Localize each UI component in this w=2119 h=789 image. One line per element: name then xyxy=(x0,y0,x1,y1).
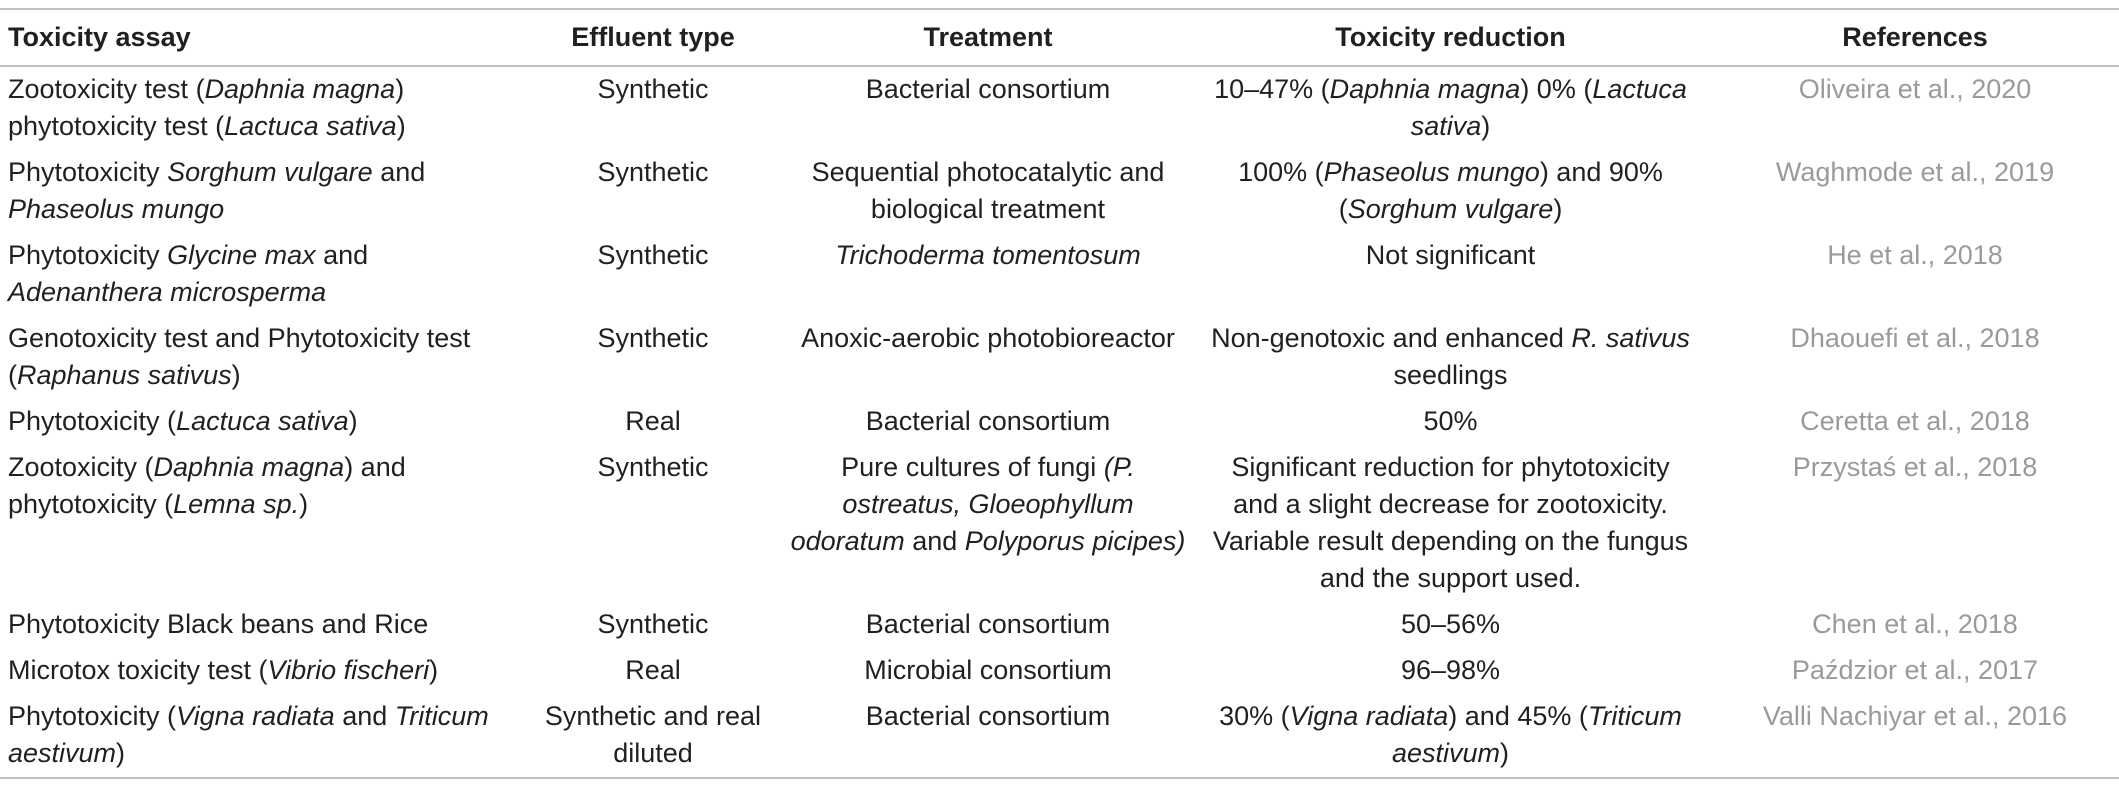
text: ) xyxy=(1481,111,1491,141)
italic-text: Daphnia magna xyxy=(204,74,396,104)
cell-treatment xyxy=(778,648,1198,694)
text: 30% ( xyxy=(1219,701,1290,731)
italic-text: Sorghum vulgare xyxy=(167,157,373,187)
table-row xyxy=(0,66,2119,150)
cell-treatment xyxy=(778,66,1198,150)
text: Synthetic xyxy=(597,452,709,482)
cell-reference: He et al., 2018 xyxy=(1827,240,2003,270)
cell-treatment xyxy=(778,694,1198,778)
header-references: References xyxy=(1842,22,1988,52)
text: Synthetic xyxy=(597,609,709,639)
text: Bacterial consortium xyxy=(865,609,1111,639)
table-row xyxy=(0,316,2119,399)
table-body xyxy=(0,66,2119,778)
cell-effluent-type xyxy=(528,233,778,316)
text: ) and 90% ( xyxy=(1338,157,1663,224)
italic-text: (P. ostreatus, Gloeophyllum odoratum xyxy=(790,452,1135,556)
cell-toxicity-reduction xyxy=(1198,399,1703,445)
italic-text: Triticum aestivum xyxy=(8,701,489,768)
italic-text: Glycine max xyxy=(167,240,316,270)
cell-reference: Valli Nachiyar et al., 2016 xyxy=(1762,701,2068,731)
cell-toxicity-reduction xyxy=(1198,233,1703,316)
text: ) xyxy=(348,406,358,436)
text: 50% xyxy=(1423,406,1478,436)
italic-text: Vigna radiata xyxy=(1289,701,1449,731)
text: Phytotoxicity Black beans and Rice xyxy=(8,609,429,639)
italic-text: Raphanus sativus xyxy=(17,360,232,390)
text: Bacterial consortium xyxy=(865,406,1111,436)
text: and xyxy=(904,526,965,556)
cell-effluent-type xyxy=(528,602,778,648)
text: ) 0% ( xyxy=(1520,74,1593,104)
cell-effluent-type xyxy=(528,316,778,399)
table-header xyxy=(0,9,2119,66)
italic-text: Vigna radiata xyxy=(176,701,335,731)
cell-toxicity-assay xyxy=(0,694,528,778)
text: ) and 45% ( xyxy=(1448,701,1588,731)
italic-text: Trichoderma tomentosum xyxy=(835,240,1141,270)
text: and xyxy=(315,240,369,270)
text: Significant reduction for phytotoxicity and a slight decrease for zootoxicity. Variable result depending on the fungus and the support used. xyxy=(1212,452,1689,593)
text: ) xyxy=(429,655,439,685)
italic-text: Daphnia magna xyxy=(1329,74,1521,104)
italic-text: Adenanthera microsperma xyxy=(8,277,327,307)
text: Zootoxicity test ( xyxy=(8,74,205,104)
table-row xyxy=(0,150,2119,233)
cell-toxicity-reduction xyxy=(1198,66,1703,150)
text: ) and phytotoxicity ( xyxy=(8,452,406,519)
italic-text: Vibrio fischeri xyxy=(267,655,430,685)
text: and xyxy=(372,157,426,187)
cell-effluent-type xyxy=(528,445,778,602)
table-row xyxy=(0,648,2119,694)
italic-text: Lactuca sativa xyxy=(224,111,397,141)
text: Phytotoxicity xyxy=(8,240,168,270)
cell-toxicity-assay xyxy=(0,233,528,316)
cell-reference: Chen et al., 2018 xyxy=(1812,609,2018,639)
cell-toxicity-reduction xyxy=(1198,648,1703,694)
table-row xyxy=(0,602,2119,648)
header-toxicity-assay: Toxicity assay xyxy=(8,22,191,52)
italic-text: Phaseolus mungo xyxy=(8,194,225,224)
italic-text: Triticum aestivum xyxy=(1391,701,1682,768)
text: Microbial consortium xyxy=(864,655,1112,685)
cell-reference: Dhaouefi et al., 2018 xyxy=(1790,323,2040,353)
text: seedlings xyxy=(1393,360,1508,390)
cell-treatment xyxy=(778,233,1198,316)
cell-toxicity-reduction xyxy=(1198,694,1703,778)
text: Synthetic xyxy=(597,74,709,104)
cell-reference: Ceretta et al., 2018 xyxy=(1800,406,2030,436)
italic-text: R. sativus xyxy=(1571,323,1690,353)
cell-effluent-type xyxy=(528,150,778,233)
text: Phytotoxicity xyxy=(8,157,168,187)
text: Non-genotoxic and enhanced xyxy=(1211,323,1572,353)
text: 10–47% ( xyxy=(1214,74,1330,104)
header-treatment: Treatment xyxy=(923,22,1053,52)
italic-text: Phaseolus mungo xyxy=(1323,157,1540,187)
cell-treatment xyxy=(778,602,1198,648)
text: ) xyxy=(299,489,309,519)
cell-toxicity-assay xyxy=(0,648,528,694)
cell-toxicity-assay xyxy=(0,445,528,602)
cell-toxicity-reduction xyxy=(1198,150,1703,233)
text: Synthetic and real diluted xyxy=(544,701,762,768)
text: ) xyxy=(1500,738,1510,768)
cell-toxicity-assay xyxy=(0,150,528,233)
cell-effluent-type xyxy=(528,399,778,445)
text: Sequential photocatalytic and biological treatment xyxy=(811,157,1165,224)
table-row xyxy=(0,445,2119,602)
cell-reference: Waghmode et al., 2019 xyxy=(1775,157,2055,187)
text: and xyxy=(334,701,395,731)
text: 50–56% xyxy=(1400,609,1501,639)
italic-text: Lactuca sativa xyxy=(1410,74,1687,141)
cell-reference: Przystaś et al., 2018 xyxy=(1792,452,2038,482)
cell-treatment xyxy=(778,399,1198,445)
italic-text: Lemna sp. xyxy=(173,489,300,519)
cell-reference: Paździor et al., 2017 xyxy=(1791,655,2039,685)
text: Genotoxicity test and Phytotoxicity test ( xyxy=(8,323,471,390)
toxicity-table xyxy=(0,8,2119,779)
cell-toxicity-reduction xyxy=(1198,445,1703,602)
italic-text: Sorghum vulgare xyxy=(1347,194,1554,224)
text: ) xyxy=(116,738,126,768)
italic-text: Lactuca sativa xyxy=(176,406,349,436)
text: Not significant xyxy=(1365,240,1536,270)
text: ) xyxy=(396,111,406,141)
cell-treatment xyxy=(778,445,1198,602)
text: Anoxic-aerobic photobioreactor xyxy=(801,323,1175,353)
cell-toxicity-assay xyxy=(0,399,528,445)
text: Microtox toxicity test ( xyxy=(8,655,268,685)
text: Real xyxy=(625,655,681,685)
table-row xyxy=(0,399,2119,445)
text: Zootoxicity ( xyxy=(8,452,154,482)
cell-treatment xyxy=(778,150,1198,233)
text: Pure cultures of fungi xyxy=(841,452,1104,482)
italic-text: Daphnia magna xyxy=(153,452,345,482)
text: ) phytotoxicity test ( xyxy=(8,74,405,141)
cell-effluent-type xyxy=(528,648,778,694)
cell-toxicity-reduction xyxy=(1198,316,1703,399)
text: Bacterial consortium xyxy=(865,701,1111,731)
header-row xyxy=(0,9,2119,66)
text: 100% ( xyxy=(1238,157,1324,187)
table-row xyxy=(0,233,2119,316)
cell-toxicity-assay xyxy=(0,316,528,399)
text: Phytotoxicity ( xyxy=(8,406,177,436)
cell-toxicity-reduction xyxy=(1198,602,1703,648)
italic-text: Polyporus picipes) xyxy=(964,526,1186,556)
text: Bacterial consortium xyxy=(865,74,1111,104)
header-effluent-type: Effluent type xyxy=(571,22,735,52)
text: Synthetic xyxy=(597,157,709,187)
cell-reference: Oliveira et al., 2020 xyxy=(1798,74,2032,104)
text: ) xyxy=(1553,194,1563,224)
cell-treatment xyxy=(778,316,1198,399)
cell-toxicity-assay xyxy=(0,602,528,648)
text: Phytotoxicity ( xyxy=(8,701,177,731)
text: Synthetic xyxy=(597,323,709,353)
cell-toxicity-assay xyxy=(0,66,528,150)
cell-effluent-type xyxy=(528,66,778,150)
text: Real xyxy=(625,406,681,436)
cell-effluent-type xyxy=(528,694,778,778)
table-row xyxy=(0,694,2119,778)
text: Synthetic xyxy=(597,240,709,270)
header-toxicity-reduction: Toxicity reduction xyxy=(1335,22,1566,52)
text: 96–98% xyxy=(1400,655,1501,685)
text: ) xyxy=(231,360,241,390)
